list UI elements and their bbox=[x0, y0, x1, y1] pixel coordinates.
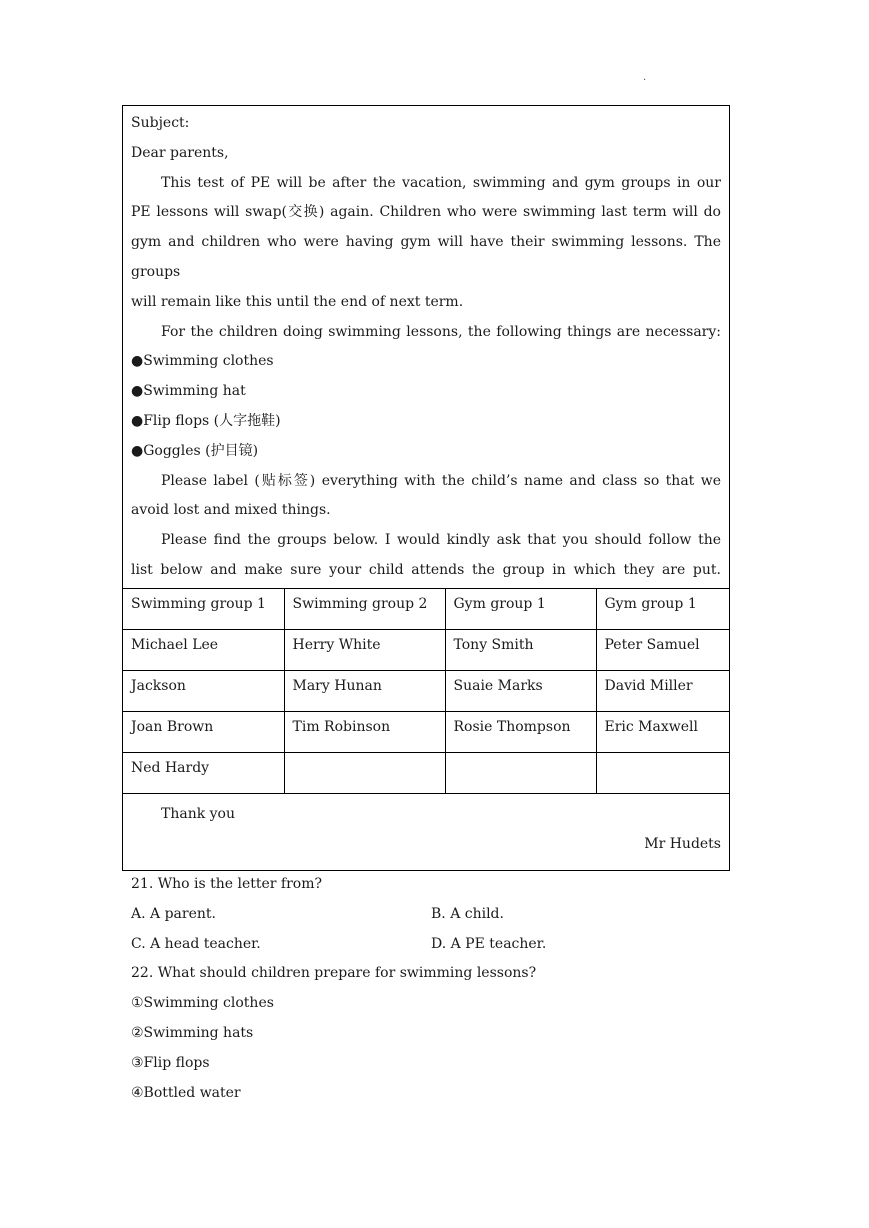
table-cell: Herry White bbox=[284, 629, 445, 670]
table-row bbox=[123, 752, 729, 793]
option-d: D. A PE teacher. bbox=[431, 935, 547, 952]
list-item: ●Flip flops (人字拖鞋) bbox=[131, 412, 281, 429]
option-c: C. A head teacher. bbox=[131, 935, 261, 952]
table-header-cell: Swimming group 1 bbox=[123, 588, 284, 629]
table-row bbox=[123, 711, 729, 752]
page-mark: . bbox=[643, 72, 647, 83]
option-a: A. A parent. bbox=[131, 905, 216, 922]
question-22-item: ②Swimming hats bbox=[131, 1024, 254, 1041]
para4-line: Please find the groups below. I would kindly ask that you should follow the bbox=[161, 532, 721, 549]
table-cell: Ned Hardy bbox=[123, 752, 284, 793]
table-cell: Tony Smith bbox=[445, 629, 596, 670]
letter-box bbox=[122, 105, 730, 871]
table-cell: Peter Samuel bbox=[596, 629, 729, 670]
letter-closing-block bbox=[123, 793, 729, 870]
table-row bbox=[123, 629, 729, 670]
table-header-row bbox=[123, 588, 729, 629]
list-item: ●Goggles (护目镜) bbox=[131, 442, 259, 459]
table-cell bbox=[284, 752, 445, 793]
table-header-cell: Gym group 1 bbox=[445, 588, 596, 629]
options-row bbox=[131, 930, 731, 960]
table-cell bbox=[596, 752, 729, 793]
letter-signature: Mr Hudets bbox=[644, 836, 721, 853]
table-cell: Joan Brown bbox=[123, 711, 284, 752]
table-header-cell: Gym group 1 bbox=[596, 588, 729, 629]
table-cell: Eric Maxwell bbox=[596, 711, 729, 752]
question-22-item: ③Flip flops bbox=[131, 1054, 210, 1071]
para4-line: list below and make sure your child attends the group in which they are put. bbox=[131, 561, 721, 578]
options-row bbox=[131, 900, 731, 930]
option-b: B. A child. bbox=[431, 905, 504, 922]
question-21: 21. Who is the letter from? bbox=[131, 876, 323, 892]
question-22-item: ①Swimming clothes bbox=[131, 995, 274, 1012]
questions-section bbox=[131, 870, 731, 1108]
para1-line: PE lessons will swap(交换) again. Children who were swimming last term will do bbox=[131, 204, 721, 221]
groups-table bbox=[123, 588, 729, 794]
para2: For the children doing swimming lessons, the following things are necessary: bbox=[161, 323, 721, 340]
table-cell: Suaie Marks bbox=[445, 670, 596, 711]
para1-line: This test of PE will be after the vacation, swimming and gym groups in our bbox=[161, 174, 721, 191]
table-cell: Mary Hunan bbox=[284, 670, 445, 711]
table-cell: David Miller bbox=[596, 670, 729, 711]
table-cell: Tim Robinson bbox=[284, 711, 445, 752]
list-item: ●Swimming hat bbox=[131, 383, 246, 400]
para1-line: gym and children who were having gym will have their swimming lessons. The groups bbox=[131, 234, 721, 280]
letter-body bbox=[123, 106, 729, 588]
table-cell: Jackson bbox=[123, 670, 284, 711]
para1-line: will remain like this until the end of next term. bbox=[131, 293, 464, 310]
para3-line: Please label (贴标签) everything with the child’s name and class so that we bbox=[161, 472, 721, 489]
letter-closing: Thank you bbox=[161, 806, 236, 823]
para3-line: avoid lost and mixed things. bbox=[131, 502, 331, 519]
letter-greeting: Dear parents, bbox=[131, 144, 229, 161]
question-22-item: ④Bottled water bbox=[131, 1084, 241, 1101]
list-item: ●Swimming clothes bbox=[131, 353, 274, 370]
table-cell: Rosie Thompson bbox=[445, 711, 596, 752]
letter-subject: Subject: bbox=[131, 115, 190, 131]
table-header-cell: Swimming group 2 bbox=[284, 588, 445, 629]
table-cell: Michael Lee bbox=[123, 629, 284, 670]
question-22: 22. What should children prepare for swimming lessons? bbox=[131, 965, 537, 982]
table-cell bbox=[445, 752, 596, 793]
table-row bbox=[123, 670, 729, 711]
